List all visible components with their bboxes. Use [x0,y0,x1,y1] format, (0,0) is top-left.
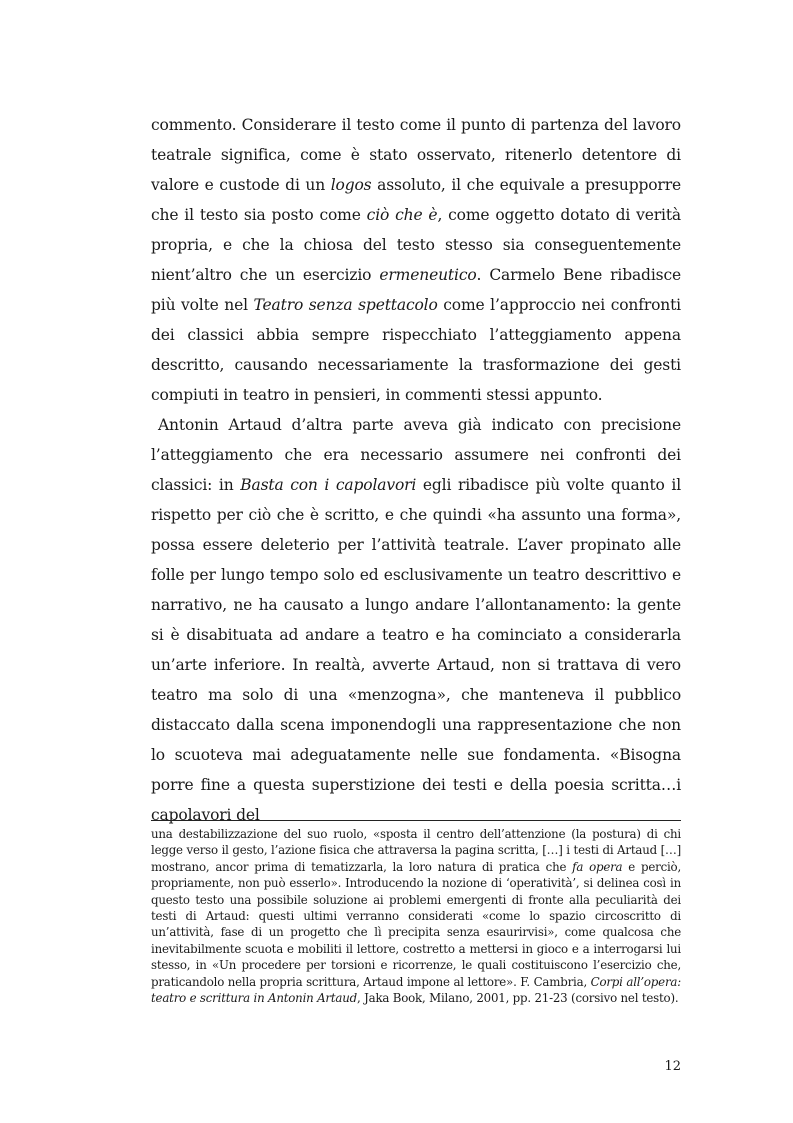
italic-fa-opera: fa opera [572,859,623,874]
italic-logos: logos [330,176,372,194]
page-number: 12 [664,1059,681,1074]
italic-teatro-senza-spettacolo: Teatro senza spettacolo [253,296,438,314]
paragraph-1: commento. Considerare il testo come il punto di partenza del lavoro teatrale significa, come è stato osservato, ritenerlo detentore di valore e custode di un logos assoluto, il che equivale a presupporre che il testo sia posto come ciò che è, come oggetto dotato di verità propria, e che la chiosa del testo stesso sia conseguentemente nient’altro che un esercizio ermeneutico. Carmelo Bene ribadisce più volte nel Teatro senza spettacolo come l’approccio nei confronti dei classici abbia sempre rispecchiato l’atteggiamento appena descritto, causando necessariamente la trasformazione dei gesti compiuti in teatro in pensieri, in commenti stessi appunto. [151,116,681,404]
italic-ermeneutico: ermeneutico [379,266,477,284]
footnote-text: una destabilizzazione del suo ruolo, «sposta il centro dell’attenzione (la postura) di chi legge verso il gesto, l’azione fisica che attraversa la pagina scritta, […] i testi di Artaud […] mostrano, ancor prima di tematizzarla, la loro natura di pratica che fa opera e perciò, propriamente, non può esserlo». Introducendo la nozione di ‘operatività’, si delinea così in questo testo una possibile soluzione ai problemi emergenti di fronte alla peculiarità dei testi di Artaud: questi ultimi verranno considerati «come lo spazio circoscritto di un’attività, fase di un progetto che lì precipita senza esaurirvisi», come qualcosa che inevitabilmente scuota e mobiliti il lettore, costretto a mettersi in gioco e a interrogarsi lui stesso, in «Un procedere per torsioni e ricorrenze, le quali costituiscono l’esercizio che, praticandolo nella propria scrittura, Artaud impone al lettore». F. Cambria, Corpi all’opera: teatro e scrittura in Antonin Artaud, Jaka Book, Milano, 2001, pp. 21-23 (corsivo nel testo). [151,827,681,1006]
italic-cio-che-e: ciò che è [366,206,438,224]
footnote [151,826,681,1006]
paragraph-2: Antonin Artaud d’altra parte aveva già indicato con precisione l’atteggiamento che era necessario assumere nei confronti dei classici: in Basta con i capolavori egli ribadisce più volte quanto il rispetto per ciò che è scritto, e che quindi «ha assunto una forma», possa essere deleterio per l’attività teatrale. L’aver propinato alle folle per lungo tempo solo ed esclusivamente un teatro descrittivo e narrativo, ne ha causato a lungo andare l’allontanamento: la gente si è disabituata ad andare a teatro e ha cominciato a considerarla un’arte inferiore. In realtà, avverte Artaud, non si trattava di vero teatro ma solo di una «menzogna», che manteneva il pubblico distaccato dalla scena imponendogli una rappresentazione che non lo scuoteva mai adeguatamente nelle sue fondamenta. «Bisogna porre fine a questa superstizione dei testi e della poesia scritta…i capolavori del [151,416,681,824]
italic-basta-con-i-capolavori: Basta con i capolavori [240,476,417,494]
main-text [151,110,681,830]
footnote-separator [151,820,681,821]
italic-book-title: Corpi all’opera: teatro e scrittura in Antonin Artaud [151,974,681,1006]
